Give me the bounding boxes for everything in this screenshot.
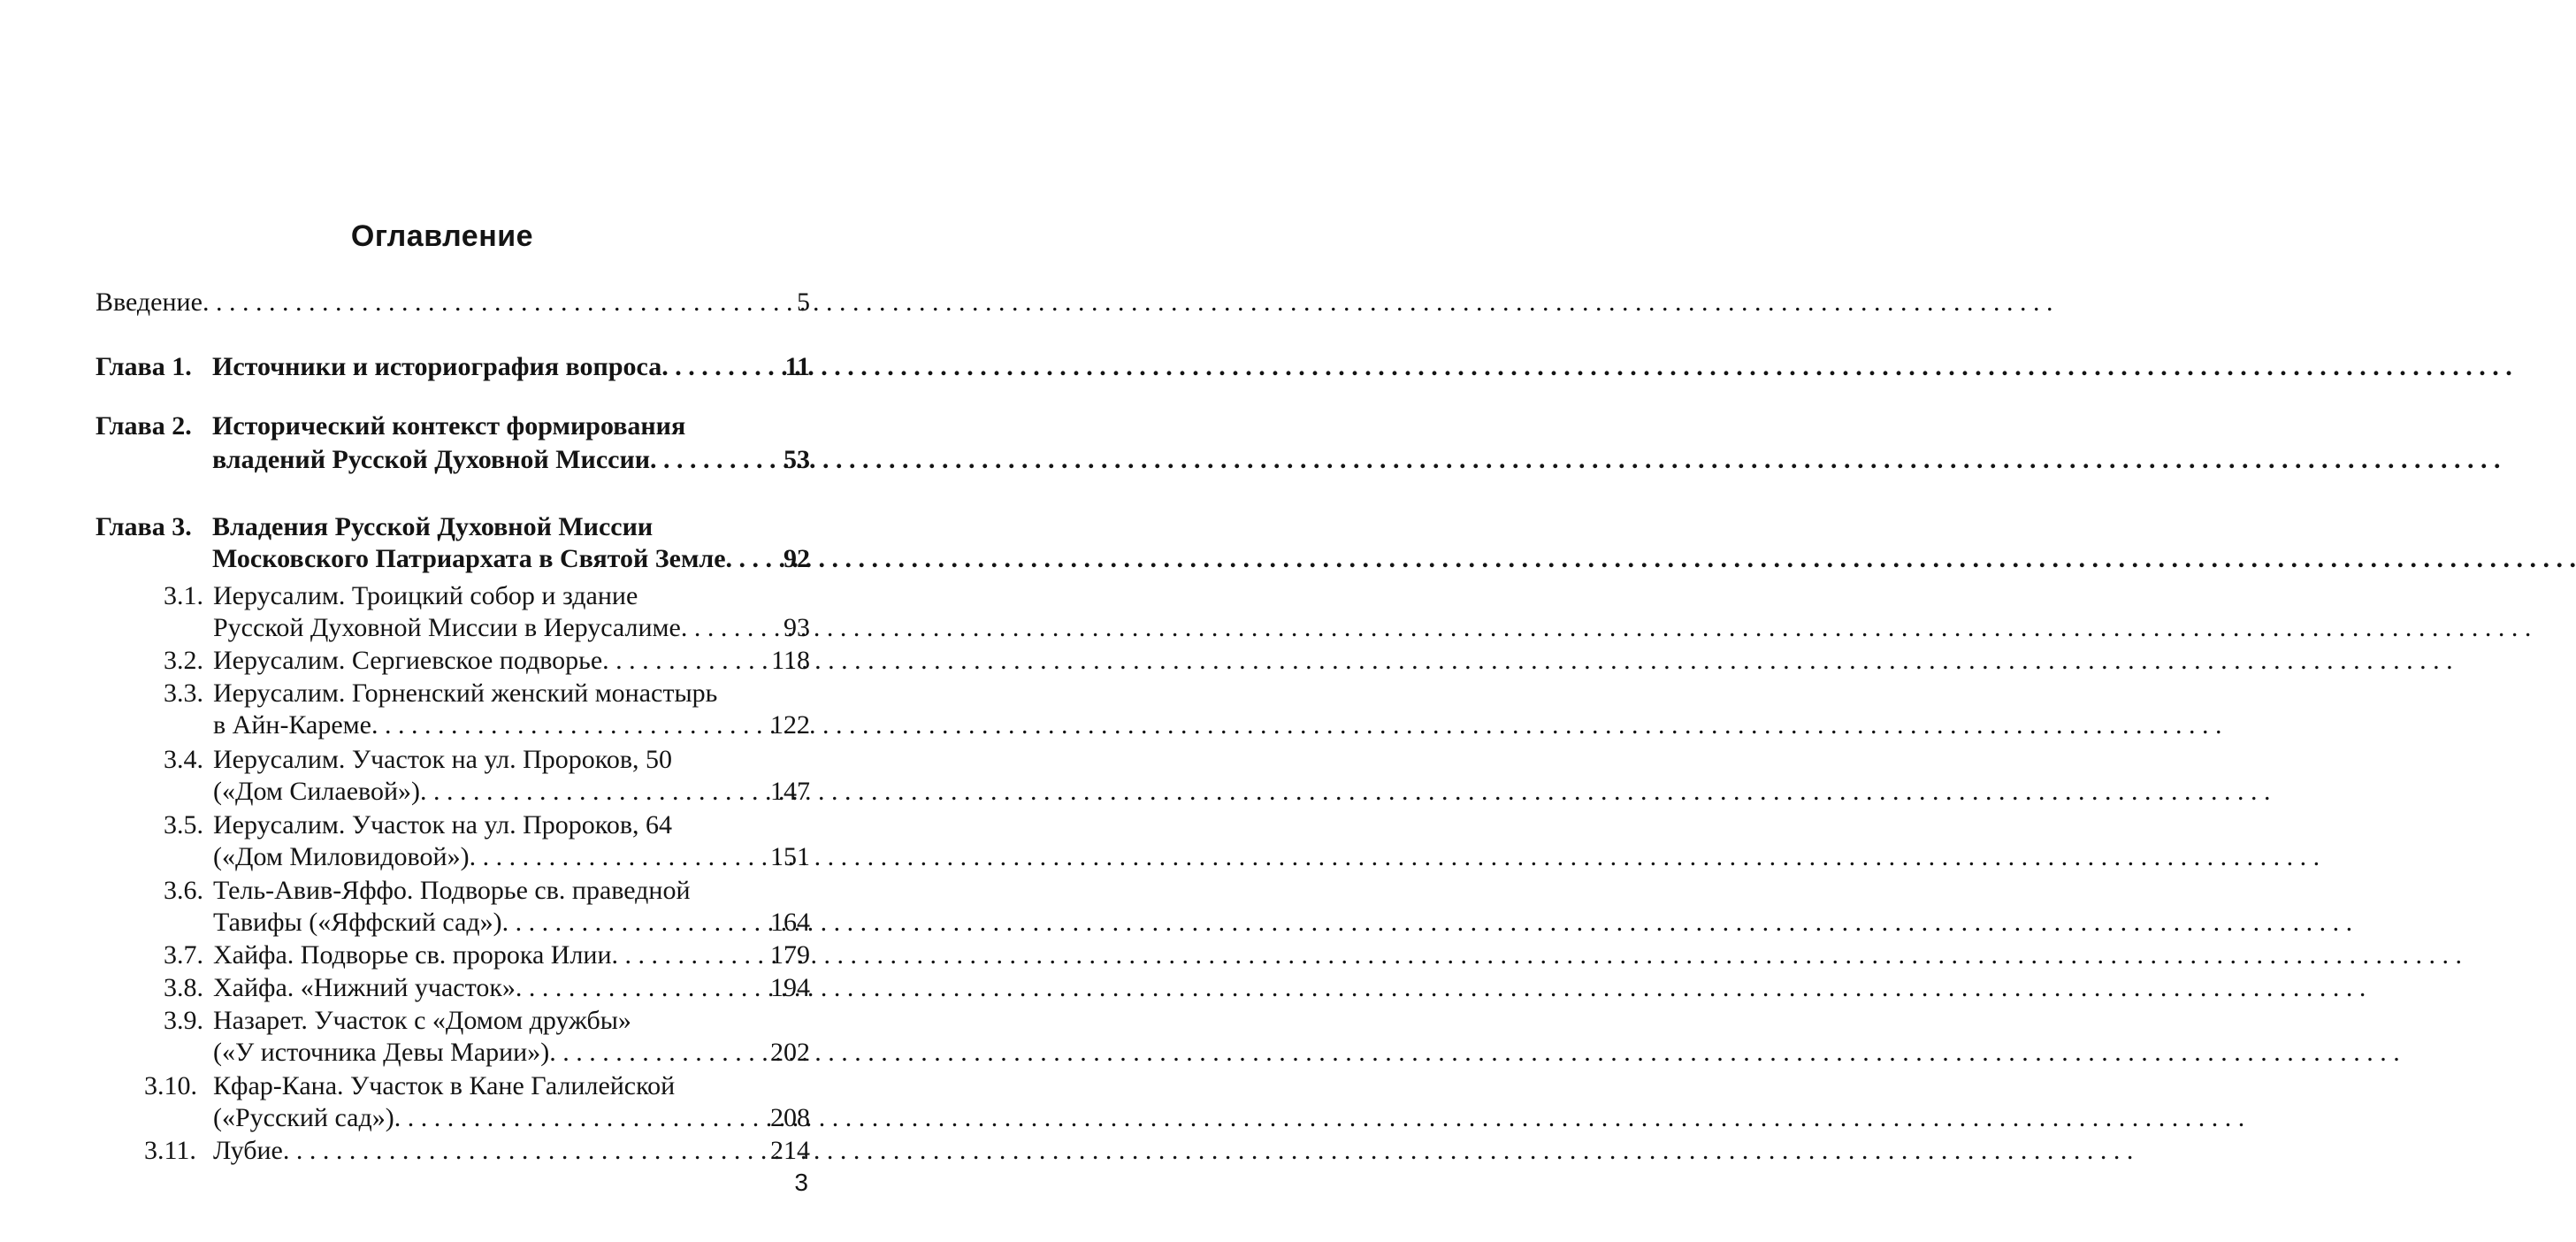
toc-entry-line xyxy=(96,285,810,320)
toc-entry-title: («Русский сад») xyxy=(213,1103,394,1132)
toc-entry-title: Иерусалим. Участок на ул. Пророков, 50 xyxy=(213,745,673,774)
toc-entry-title: Кфар-Кана. Участок в Кане Галилейской xyxy=(213,1071,676,1100)
toc-entry-page: 118 xyxy=(771,646,810,675)
toc-entry-title: Лубие xyxy=(213,1136,283,1165)
toc-entry-title: владений Русской Духовной Миссии xyxy=(212,445,651,474)
toc-entry-line xyxy=(164,610,810,646)
toc-entry-number: Глава 2. xyxy=(96,411,192,441)
dot-leader xyxy=(726,541,784,577)
toc-entry-title: Владения Русской Духовной Миссии xyxy=(212,512,654,541)
dot-leader xyxy=(283,1133,770,1169)
toc-entry-line xyxy=(164,579,810,614)
toc-entry-line xyxy=(164,676,810,711)
toc-entry-line xyxy=(96,349,810,385)
toc-entry-title: Русской Духовной Миссии в Иерусалиме xyxy=(213,613,681,642)
toc-entry-title: («У источника Девы Марии») xyxy=(213,1038,550,1067)
toc-entry-title: Хайфа. Подворье св. пророка Илии xyxy=(213,940,612,970)
toc-entry-title: Иерусалим. Сергиевское подворье xyxy=(213,646,603,675)
toc-entry-line xyxy=(164,938,810,973)
toc-entry-number: 3.10. xyxy=(144,1071,197,1100)
toc-entry-title: Хайфа. «Нижний участок» xyxy=(213,973,516,1002)
toc-entry-line xyxy=(164,643,810,678)
toc-entry-page: 11 xyxy=(784,352,810,381)
toc-entry-number: 3.4. xyxy=(164,745,203,774)
toc-entry-line xyxy=(96,409,810,444)
toc-entry-line xyxy=(144,1100,810,1136)
toc-entry-page: 92 xyxy=(784,544,810,573)
toc-entry-page: 93 xyxy=(784,613,810,642)
toc-entry-title: («Дом Силаевой») xyxy=(213,777,421,806)
toc-entry-line xyxy=(164,873,810,908)
toc-entry-number: Глава 1. xyxy=(96,352,192,381)
toc-entry-number: Глава 3. xyxy=(96,512,192,541)
toc-entry-page: 214 xyxy=(770,1136,810,1165)
dot-leader xyxy=(502,905,770,940)
dot-leader xyxy=(420,774,770,809)
toc-entry-title: («Дом Миловидовой») xyxy=(213,842,470,871)
toc-entry-page: 151 xyxy=(770,842,810,871)
toc-entry-number: 3.2. xyxy=(164,646,203,675)
toc-entry-number: 3.7. xyxy=(164,940,203,970)
toc-entry-title: Тавифы («Яффский сад») xyxy=(213,908,502,937)
toc-entry-line xyxy=(164,1035,810,1070)
toc-entry-page: 202 xyxy=(770,1038,810,1067)
toc-entry-page: 147 xyxy=(770,777,810,806)
toc-entry-line xyxy=(164,840,810,875)
dot-leader xyxy=(549,1035,770,1070)
toc-entry-line xyxy=(164,808,810,843)
toc-entry-line xyxy=(96,442,810,478)
page-number: 3 xyxy=(794,1169,808,1196)
toc-entry-title: Введение xyxy=(96,288,203,317)
toc-entry-line xyxy=(164,905,810,940)
toc-entry-line xyxy=(164,970,810,1006)
toc-entry-line xyxy=(164,708,810,743)
toc-entry-title: Московского Патриархата в Святой Земле xyxy=(212,544,726,573)
toc-entry-number: 3.9. xyxy=(164,1006,203,1035)
dot-leader xyxy=(661,349,784,385)
toc-entry-number: 3.5. xyxy=(164,810,203,840)
dot-leader xyxy=(612,938,770,973)
toc-entry-line xyxy=(164,742,810,778)
page-title: Оглавление xyxy=(350,219,534,253)
toc-entry-title: Назарет. Участок с «Домом дружбы» xyxy=(213,1006,631,1035)
toc-entry-line xyxy=(96,541,810,577)
toc-entry-line xyxy=(144,1133,810,1169)
dot-leader xyxy=(394,1100,770,1136)
dot-leader xyxy=(516,970,770,1006)
toc-entry-page: 5 xyxy=(797,288,810,317)
toc-entry-page: 194 xyxy=(770,973,810,1002)
toc-entry-number: 3.11. xyxy=(144,1136,196,1165)
toc-entry-title: Иерусалим. Участок на ул. Пророков, 64 xyxy=(213,810,673,840)
toc-entry-page: 122 xyxy=(770,710,810,740)
toc-entry-page: 179 xyxy=(770,940,810,970)
dot-leader xyxy=(371,708,770,743)
toc-entry-title: в Айн-Кареме xyxy=(213,710,371,740)
dot-leader xyxy=(203,285,797,320)
toc-entry-title: Тель-Авив-Яффо. Подворье св. праведной xyxy=(213,876,691,905)
dot-leader xyxy=(602,643,771,678)
toc-entry-title: Источники и историография вопроса xyxy=(212,352,662,381)
toc-entry-number: 3.6. xyxy=(164,876,203,905)
toc-entry-line xyxy=(96,510,810,545)
toc-entry-title: Иерусалим. Горненский женский монастырь xyxy=(213,678,718,708)
toc-entry-line xyxy=(144,1069,810,1104)
toc-entry-number: 3.3. xyxy=(164,678,203,708)
toc-entry-line xyxy=(164,1003,810,1039)
dot-leader xyxy=(470,840,770,875)
dot-leader xyxy=(681,610,784,646)
toc-entry-line xyxy=(164,774,810,809)
toc-entry-number: 3.8. xyxy=(164,973,203,1002)
dot-leader xyxy=(650,442,784,478)
toc-entry-page: 53 xyxy=(784,445,810,474)
toc-entry-title: Иерусалим. Троицкий собор и здание xyxy=(213,581,638,610)
toc-entry-title: Исторический контекст формирования xyxy=(212,411,686,441)
toc-entry-page: 208 xyxy=(770,1103,810,1132)
toc-entry-number: 3.1. xyxy=(164,581,203,610)
toc-entry-page: 164 xyxy=(770,908,810,937)
